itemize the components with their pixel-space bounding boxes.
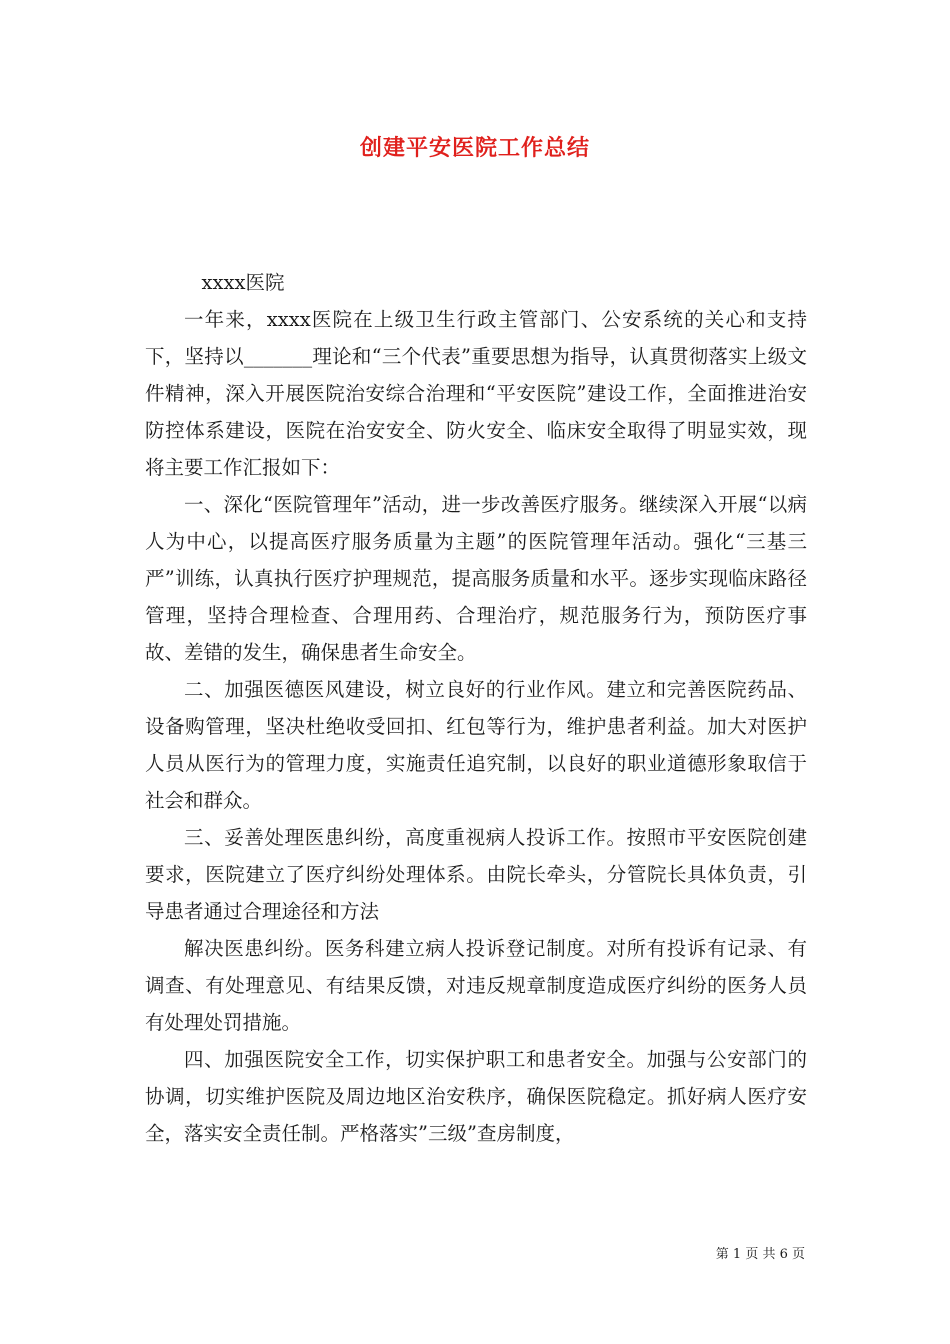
paragraph-section-1: 一、深化“医院管理年”活动，进一步改善医疗服务。继续深入开展“以病人为中心，以提高医疗服务质量为主题”的医院管理年活动。强化“三基三严”训练，认真执行医疗护理规范，提高服务质量和水平。逐步实现临床路径管理，坚持合理检查、合理用药、合理治疗，规范服务行为，预防医疗事故、差错的发生，确保患者生命安全。 [145,493,807,664]
paragraph-intro: 一年来，xxxx医院在上级卫生行政主管部门、公安系统的关心和支持下，坚持以_______理论和“三个代表”重要思想为指导，认真贯彻落实上级文件精神，深入开展医院治安综合治理和“平安医院”建设工作，全面推进治安防控体系建设，医院在治安安全、防火安全、临床安全取得了明显实效，现将主要工作汇报如下： [145,308,807,479]
document-body [145,264,807,1152]
paragraph-section-3: 三、妥善处理医患纠纷，高度重视病人投诉工作。按照市平安医院创建要求，医院建立了医疗纠纷处理体系。由院长牵头，分管院长具体负责，引导患者通过合理途径和方法 [145,826,807,923]
paragraph-hospital-name: xxxx医院 [201,271,285,294]
paragraph-section-4: 四、加强医院安全工作，切实保护职工和患者安全。加强与公安部门的协调，切实维护医院及周边地区治安秩序，确保医院稳定。抓好病人医疗安全，落实安全责任制。严格落实”三级”查房制度， [145,1048,807,1145]
page-number: 第 1 页 共 6 页 [715,1247,805,1262]
document-title: 创建平安医院工作总结 [359,135,590,161]
paragraph-section-3-continued: 解决医患纠纷。医务科建立病人投诉登记制度。对所有投诉有记录、有调查、有处理意见、有结果反馈，对违反规章制度造成医疗纠纷的医务人员有处理处罚措施。 [145,937,807,1034]
paragraph-section-2: 二、加强医德医风建设，树立良好的行业作风。建立和完善医院药品、设备购管理，坚决杜绝收受回扣、红包等行为，维护患者利益。加大对医护人员从医行为的管理力度，实施责任追究制，以良好的职业道德形象取信于社会和群众。 [145,678,807,812]
